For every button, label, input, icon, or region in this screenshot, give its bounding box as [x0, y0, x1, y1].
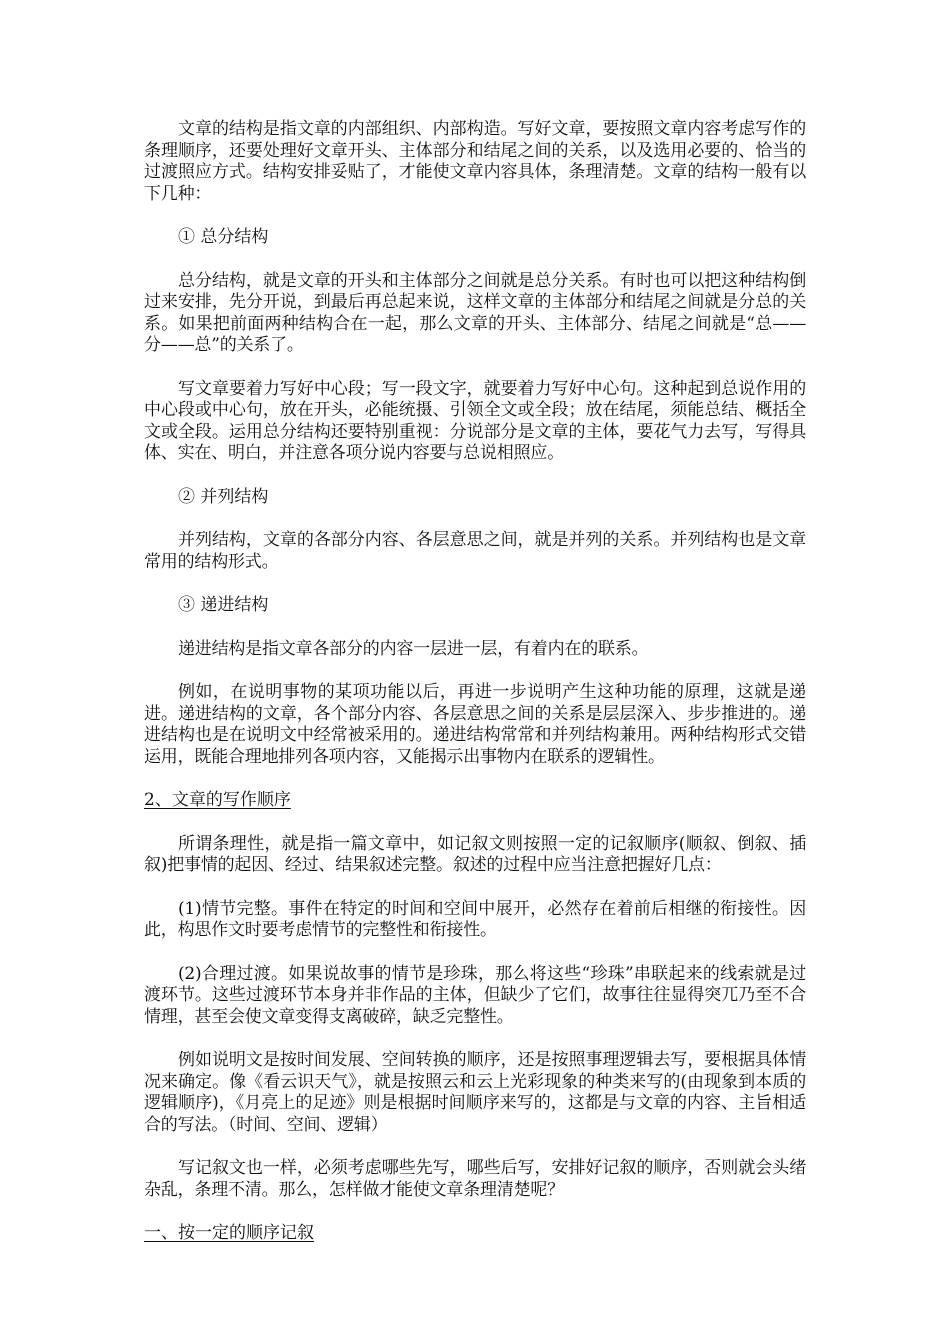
heading-total-sub-structure: ① 总分结构: [178, 227, 269, 247]
paragraph-plot-complete: (1)情节完整。事件在特定的时间和空间中展开，必然存在着前后相继的衔接性。因此，构思作文时要考虑情节的完整性和衔接性。: [144, 898, 806, 940]
heading-parallel-structure: ② 并列结构: [178, 486, 269, 507]
paragraph-orderliness: 所谓条理性，就是指一篇文章中，如记叙文则按照一定的记叙顺序(顺叙、倒叙、插叙)把事情的起因、经过、结果叙述完整。叙述的过程中应当注意把握好几点：: [144, 833, 806, 875]
document-page: [144, 119, 806, 1267]
section-title-writing-order: 2、文章的写作顺序: [144, 790, 291, 810]
paragraph-parallel-definition: 并列结构，文章的各部分内容、各层意思之间，就是并列的关系。并列结构也是文章常用的结构形式。: [144, 530, 806, 572]
heading-progressive-structure: ③ 递进结构: [178, 595, 269, 615]
paragraph-progressive-definition: 递进结构是指文章各部分的内容一层进一层，有着内在的联系。: [178, 638, 649, 659]
paragraph-total-sub-definition: 总分结构，就是文章的开头和主体部分之间就是总分关系。有时也可以把这种结构倒过来安排，先分开说，到最后再总起来说，这样文章的主体部分和结尾之间就是分总的关系。如果把前面两种结构合在一起，那么文章的开头、主体部分、结尾之间就是“总——分——总”的关系了。: [144, 270, 806, 355]
paragraph-central-paragraph: 写文章要着力写好中心段；写一段文字，就要着力写好中心句。这种起到总说作用的中心段或中心句，放在开头，必能统摄、引领全文或全段；放在结尾，须能总结、概括全文或全段。运用总分结构还要特别重视：分说部分是文章的主体，要花气力去写，写得具体、实在、明白，并注意各项分说内容要与总说相照应。: [144, 378, 806, 463]
paragraph-progressive-example: 例如，在说明事物的某项功能以后，再进一步说明产生这种功能的原理，这就是递进。递进结构的文章，各个部分内容、各层意思之间的关系是层层深入、步步推进的。递进结构也是在说明文中经常被采用的。递进结构常常和并列结构兼用。两种结构形式交错运用，既能合理地排列各项内容，又能揭示出事物内在联系的逻辑性。: [144, 682, 806, 767]
paragraph-expository-order: 例如说明文是按时间发展、空间转换的顺序，还是按照事理逻辑去写，要根据具体情况来确定。像《看云识天气》，就是按照云和云上光彩现象的种类来写的(由现象到本质的逻辑顺序)，《月亮上的足迹》则是根据时间顺序来写的，这都是与文章的内容、主旨相适合的写法。（时间、空间、逻辑）: [144, 1050, 806, 1135]
intro-paragraph: 文章的结构是指文章的内部组织、内部构造。写好文章，要按照文章内容考虑写作的条理顺序，还要处理好文章开头、主体部分和结尾之间的关系，以及选用必要的、恰当的过渡照应方式。结构安排妥贴了，才能使文章内容具体，条理清楚。文章的结构一般有以下几种：: [144, 119, 806, 204]
paragraph-transition: (2)合理过渡。如果说故事的情节是珍珠，那么将这些“珍珠”串联起来的线索就是过渡环节。这些过渡环节本身并非作品的主体，但缺少了它们，故事往往显得突兀乃至不合情理，甚至会使文章变得支离破碎，缺乏完整性。: [144, 963, 806, 1027]
paragraph-narrative-order: 写记叙文也一样，必须考虑哪些先写，哪些后写，安排好记叙的顺序，否则就会头绪杂乱，条理不清。那么，怎样做才能使文章条理清楚呢？: [144, 1158, 806, 1200]
section-title-narrate-in-order: 一、按一定的顺序记叙: [144, 1223, 314, 1243]
